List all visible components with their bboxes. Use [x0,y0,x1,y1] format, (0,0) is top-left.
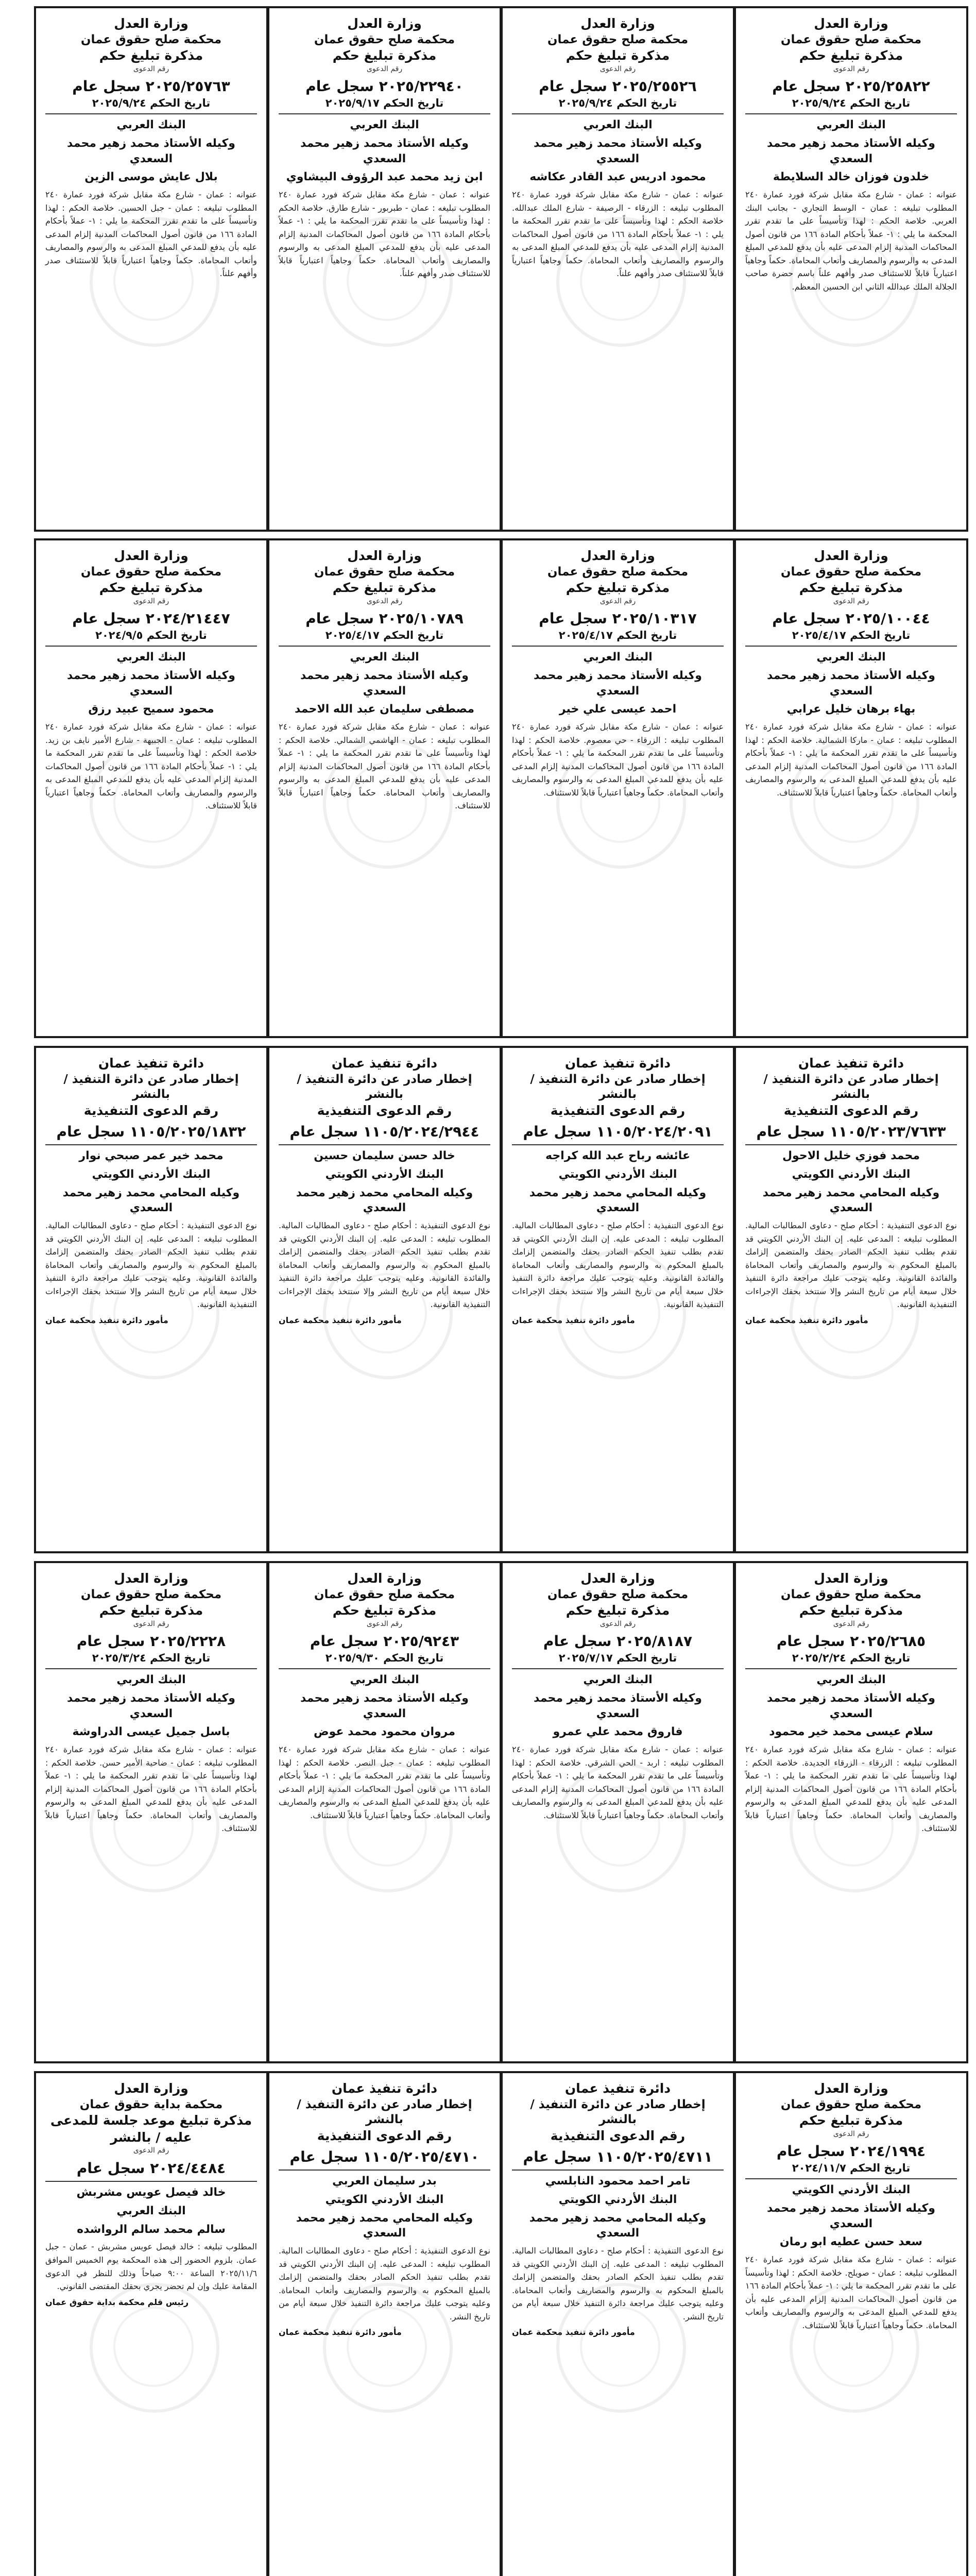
party-name: البنك الأردني الكويتي [92,1167,211,1181]
party-name: البنك العربي [116,1673,186,1687]
case-label: رقم الدعوى [366,64,403,73]
ministry-header: دائرة تنفيذ عمان [564,2081,671,2096]
legal-notice [34,2071,268,2576]
case-number: ٢٠٢٥/٢٢٩٤٠ سجل عام [305,78,464,95]
party-name: سلام عيسى محمد خير محمود [769,1725,933,1739]
court-name: محكمة صلح حقوق عمان [780,1587,922,1601]
case-label: رقم الدعوى [133,64,169,73]
document-type: رقم الدعوى التنفيذية [83,1103,219,1118]
judgment-date: تاريخ الحكم ٢٠٢٥/٧/١٧ [558,1651,677,1664]
document-type: رقم الدعوى التنفيذية [550,2128,686,2144]
judgment-date: تاريخ الحكم ٢٠٢٥/٢/٢٤ [792,1651,911,1664]
judgment-date: تاريخ الحكم ٢٠٢٥/٤/١٧ [325,629,444,641]
case-number: ١١٠٥/٢٠٢٥/١٨٣٢ سجل عام [56,1123,246,1140]
party-name: البنك العربي [116,651,186,664]
case-number: ٢٠٢٥/٩٢٤٣ سجل عام [310,1633,459,1650]
ministry-header: وزارة العدل [114,16,189,31]
party-name: وكيله الأستاذ محمد زهير محمد السعدي [534,137,702,165]
court-name: محكمة صلح حقوق عمان [314,565,455,579]
court-name: محكمة صلح حقوق عمان [80,1587,222,1601]
party-name: وكيله الأستاذ محمد زهير محمد السعدي [300,137,469,165]
court-name: محكمة صلح حقوق عمان [80,565,222,579]
party-name: ابن زيد محمد عبد الرؤوف البيشاوي [286,171,483,184]
case-label: رقم الدعوى [600,597,636,605]
party-name: وكيله الأستاذ محمد زهير محمد السعدي [300,669,469,698]
legal-notice [34,1046,268,1553]
notice-body: نوع الدعوى التنفيذية : أحكام صلح - دعاوى المطالبات المالية. المطلوب تبليغه : المدعى عليه. إن البنك الأردني الكويتي قد تقدم بطلب تنفيذ الحكم الصادر بحقك والمتضمن إلزامك بالمبلغ المحكوم به والرسوم والمصاريف وأتعاب المحاماة. وعليه يتوجب عليك مراجعة دائرة التنفيذ خلال سبعة أيام من تاريخ النشر. [512,2245,724,2321]
judgment-date: تاريخ الحكم ٢٠٢٥/٣/٢٤ [92,1651,211,1664]
case-number: ١١٠٥/٢٠٢٣/٧٦٣٣ سجل عام [756,1123,946,1140]
legal-notice [734,1561,968,2063]
case-number: ١١٠٥/٢٠٢٤/٢٩٤٤ سجل عام [289,1123,480,1140]
notice-body: نوع الدعوى التنفيذية : أحكام صلح - دعاوى المطالبات المالية. المطلوب تبليغه : المدعى عليه. إن البنك الأردني الكويتي قد تقدم بطلب تنفيذ الحكم الصادر بحقك والمتضمن إلزامك بالمبلغ المحكوم به والرسوم والمصاريف وأتعاب المحاماة والفائدة القانونية. وعليه يتوجب عليك مراجعة دائرة التنفيذ خلال سبعة أيام من تاريخ النشر وإلا ستتخذ بحقك الإجراءات التنفيذية القانونية. [512,1220,724,1310]
legal-notice [34,538,268,1038]
legal-notice [267,2071,502,2576]
divider [745,646,957,647]
divider [45,1144,257,1145]
divider [279,1144,490,1145]
divider [45,2181,257,2182]
party-name: وكيله الأستاذ محمد زهير محمد السعدي [767,1691,935,1720]
divider [512,113,724,114]
ministry-header: دائرة تنفيذ عمان [98,1056,204,1071]
court-name: محكمة صلح حقوق عمان [80,32,222,46]
document-type: مذكرة تبليغ حكم [799,2113,903,2128]
court-name: إخطار صادر عن دائرة التنفيذ / بالنشر [530,1072,706,1101]
divider [279,1668,490,1669]
document-type: مذكرة تبليغ حكم [566,1603,670,1618]
court-name: محكمة بداية حقوق عمان [79,2097,223,2111]
judgment-date: تاريخ الحكم ٢٠٢٤/٩/٥ [95,629,207,641]
signer: مأمور دائرة تنفيذ محكمة عمان [512,1315,635,1326]
legal-notice [267,1561,502,2063]
legal-notice [267,6,502,532]
ministry-header: وزارة العدل [347,16,422,31]
party-name: البنك الأردني الكويتي [558,1167,677,1181]
party-name: بدر سليمان العربي [332,2175,437,2188]
party-name: البنك العربي [583,651,653,664]
party-name: البنك الأردني الكويتي [792,2183,911,2197]
divider [512,2170,724,2171]
ministry-header: وزارة العدل [814,2081,888,2096]
case-number: ٢٠٢٥/٢٥٧٦٣ سجل عام [72,78,230,95]
party-name: وكيله المحامي محمد زهير محمد السعدي [62,1186,240,1215]
party-name: وكيله الأستاذ محمد زهير محمد السعدي [534,1691,702,1720]
notice-body: عنوانه : عمان - شارع مكة مقابل شركة فورد عمارة ٢٤٠ المطلوب تبليغه : اربد - الحي الشرقي. خلاصة الحكم : لهذا وتأسيساً على ما تقدم تقرر المحكمة ما يلي : ١- عملاً بأحكام المادة ١٦٦ من قانون أصول المحاكمات المدنية إلزام المدعى عليه بأن يدفع للمدعي المبلغ المدعى به والرسوم والمصاريف وأتعاب المحاماة. حكماً وجاهياً اعتبارياً قابلاً للاستئناف. [512,1744,724,1820]
party-name: وكيله الأستاذ محمد زهير محمد السعدي [767,669,935,698]
document-type: مذكرة تبليغ حكم [799,1603,903,1618]
notice-body: عنوانه : عمان - شارع مكة مقابل شركة فورد عمارة ٢٤٠ المطلوب تبليغه : عمان - الجبيهة - شارع الأمير نايف بن زيد. خلاصة الحكم : لهذا وتأسيساً على ما تقدم تقرر المحكمة ما يلي : ١- عملاً بأحكام المادة ١٦٦ من قانون أصول المحاكمات المدنية إلزام المدعى عليه بأن يدفع للمدعي المبلغ المدعى به والرسوم والمصاريف وأتعاب المحاماة. حكماً وجاهياً اعتبارياً قابلاً للاستئناف. [45,721,258,811]
case-label: رقم الدعوى [366,1619,403,1628]
signer: مأمور دائرة تنفيذ محكمة عمان [745,1315,868,1326]
party-name: محمد فوزي خليل الاحول [782,1149,920,1163]
judgment-date: تاريخ الحكم ٢٠٢٥/٩/١٧ [325,96,444,109]
case-label: رقم الدعوى [133,597,169,605]
case-number: ٢٠٢٤/١٩٩٤ سجل عام [776,2143,926,2160]
party-name: مصطفى سليمان عبد الله الاحمد [295,703,474,716]
document-type: رقم الدعوى التنفيذية [317,2128,452,2144]
signer: مأمور دائرة تنفيذ محكمة عمان [45,1315,168,1326]
case-number: ٢٠٢٥/١٠٣١٧ سجل عام [539,610,697,628]
party-name: وكيله الأستاذ محمد زهير محمد السعدي [300,1691,469,1720]
ministry-header: وزارة العدل [114,1571,189,1586]
party-name: البنك العربي [583,118,653,132]
court-name: إخطار صادر عن دائرة التنفيذ / بالنشر [63,1072,239,1101]
document-type: مذكرة تبليغ حكم [799,580,903,596]
notice-body: عنوانه : عمان - شارع مكة مقابل شركة فورد عمارة ٢٤٠ المطلوب تبليغه : الزرقاء - الرصيفة - شارع الملك عبدالله. خلاصة الحكم : لهذا وتأسيساً على ما تقدم تقرر المحكمة ما يلي : ١- عملاً بأحكام المادة ١٦٦ من قانون أصول المحاكمات المدنية إلزام المدعى عليه بأن يدفع للمدعي المبلغ المدعى به والرسوم والمصاريف وأتعاب المحاماة. حكماً وجاهياً اعتبارياً قابلاً للاستئناف صدر وأفهم علناً. [512,189,724,279]
divider [512,1144,724,1145]
case-number: ٢٠٢٥/٢٦٨٥ سجل عام [776,1633,926,1650]
party-name: البنك الأردني الكويتي [558,2193,677,2206]
party-name: محمود ادريس عبد القادر عكاشه [529,171,706,184]
divider [279,646,490,647]
case-label: رقم الدعوى [600,1619,636,1628]
document-type: مذكرة تبليغ حكم [799,48,903,63]
case-label: رقم الدعوى [833,2129,869,2138]
document-type: رقم الدعوى التنفيذية [317,1103,452,1118]
case-number: ٢٠٢٤/٤٤٨٤ سجل عام [76,2159,226,2177]
party-name: وكيله المحامي محمد زهير محمد السعدي [529,2211,707,2240]
court-name: إخطار صادر عن دائرة التنفيذ / بالنشر [763,1072,939,1101]
document-type: مذكرة تبليغ حكم [566,48,670,63]
notice-body: عنوانه : عمان - شارع مكة مقابل شركة فورد عمارة ٢٤٠ المطلوب تبليغه : الزرقاء - حي معصوم. خلاصة الحكم : لهذا وتأسيساً على ما تقدم تقرر المحكمة ما يلي : ١- عملاً بأحكام المادة ١٦٦ من قانون أصول المحاكمات المدنية إلزام المدعى عليه بأن يدفع للمدعي المبلغ المدعى به والرسوم والمصاريف وأتعاب المحاماة. حكماً وجاهياً اعتبارياً قابلاً للاستئناف. [512,721,724,798]
party-name: خالد فيصل عويس مشربش [76,2186,226,2199]
case-number: ١١٠٥/٢٠٢٥/٤٧١٠ سجل عام [289,2148,480,2165]
legal-notice [267,1046,502,1553]
party-name: وكيله المحامي محمد زهير محمد السعدي [296,2211,473,2240]
notice-body: عنوانه : عمان - شارع مكة مقابل شركة فورد عمارة ٢٤٠ المطلوب تبليغه : عمان - ماركا الشمالية. خلاصة الحكم : لهذا وتأسيساً على ما تقدم تقرر المحكمة ما يلي : ١- عملاً بأحكام المادة ١٦٦ من قانون أصول المحاكمات المدنية إلزام المدعى عليه بأن يدفع للمدعي المبلغ المدعى به والرسوم والمصاريف وأتعاب المحاماة. حكماً وجاهياً اعتبارياً قابلاً للاستئناف. [745,721,957,798]
document-type: مذكرة تبليغ حكم [99,48,203,63]
court-name: إخطار صادر عن دائرة التنفيذ / بالنشر [530,2097,706,2127]
ministry-header: وزارة العدل [580,548,655,563]
judgment-date: تاريخ الحكم ٢٠٢٥/٩/٢٤ [558,96,677,109]
legal-notice [501,538,735,1038]
court-name: إخطار صادر عن دائرة التنفيذ / بالنشر [297,2097,472,2127]
notice-body: عنوانه : عمان - شارع مكة مقابل شركة فورد عمارة ٢٤٠ المطلوب تبليغه : عمان - جبل الحسين. خلاصة الحكم : لهذا وتأسيساً على ما تقدم تقرر المحكمة ما يلي : ١- عملاً بأحكام المادة ١٦٦ من قانون أصول المحاكمات المدنية إلزام المدعى عليه بأن يدفع للمدعي المبلغ المدعى به والرسوم والمصاريف وأتعاب المحاماة. حكماً وجاهياً اعتبارياً قابلاً للاستئناف صدر وأفهم علناً. [45,189,258,279]
legal-notice [267,538,502,1038]
party-name: وكيله الأستاذ محمد زهير محمد السعدي [67,137,235,165]
party-name: وكيله الأستاذ محمد زهير محمد السعدي [67,669,235,698]
divider [512,646,724,647]
court-name: محكمة صلح حقوق عمان [547,1587,689,1601]
party-name: سالم محمد سالم الرواشده [77,2223,226,2236]
judgment-date: تاريخ الحكم ٢٠٢٥/٩/٢٤ [792,96,911,109]
divider [745,2178,957,2179]
case-label: رقم الدعوى [833,1619,869,1628]
document-type: مذكرة تبليغ موعد جلسة للمدعى عليه / بالنشر [50,2113,252,2145]
divider [45,1668,257,1669]
legal-notice [501,6,735,532]
party-name: وكيله المحامي محمد زهير محمد السعدي [529,1186,707,1215]
court-name: محكمة صلح حقوق عمان [780,32,922,46]
divider [45,113,257,114]
legal-notice [501,1046,735,1553]
case-label: رقم الدعوى [833,597,869,605]
ministry-header: وزارة العدل [347,548,422,563]
party-name: وكيله الأستاذ محمد زهير محمد السعدي [767,2201,935,2230]
case-number: ٢٠٢٥/٢٥٥٢٦ سجل عام [539,78,697,95]
judgment-date: تاريخ الحكم ٢٠٢٥/٤/١٧ [792,629,911,641]
party-name: البنك العربي [350,651,419,664]
party-name: البنك العربي [583,1673,653,1687]
document-type: رقم الدعوى التنفيذية [783,1103,919,1118]
party-name: فاروق محمد علي عمرو [553,1725,683,1739]
party-name: البنك العربي [816,651,886,664]
legal-notice [34,1561,268,2063]
party-name: محمود سميح عبيد رزق [88,703,214,716]
ministry-header: وزارة العدل [347,1571,422,1586]
ministry-header: وزارة العدل [814,16,888,31]
legal-notice [34,6,268,532]
ministry-header: وزارة العدل [114,2081,189,2096]
legal-notice [734,538,968,1038]
party-name: بلال عايش موسى الزين [84,171,218,184]
divider [279,2170,490,2171]
judgment-date: تاريخ الحكم ٢٠٢٥/٩/٣٠ [325,1651,444,1664]
divider [745,113,957,114]
case-label: رقم الدعوى [366,597,403,605]
party-name: البنك العربي [816,1673,886,1687]
notice-body: نوع الدعوى التنفيذية : أحكام صلح - دعاوى المطالبات المالية. المطلوب تبليغه : المدعى عليه. إن البنك الأردني الكويتي قد تقدم بطلب تنفيذ الحكم الصادر بحقك والمتضمن إلزامك بالمبلغ المحكوم به والرسوم والمصاريف وأتعاب المحاماة. وعليه يتوجب عليك مراجعة دائرة التنفيذ خلال سبعة أيام من تاريخ النشر. [279,2245,490,2321]
party-name: تامر احمد محمود النابلسي [545,2175,691,2188]
party-name: وكيله المحامي محمد زهير محمد السعدي [296,1186,473,1215]
case-number: ٢٠٢٥/٢٢٢٨ سجل عام [76,1633,226,1650]
judgment-date: تاريخ الحكم ٢٠٢٤/١١/٧ [792,2161,911,2174]
case-number: ٢٠٢٥/٨١٨٧ سجل عام [543,1633,693,1650]
divider [745,1144,957,1145]
ministry-header: دائرة تنفيذ عمان [331,1056,438,1071]
case-number: ٢٠٢٥/٢٥٨٢٢ سجل عام [772,78,930,95]
party-name: البنك العربي [350,1673,419,1687]
party-name: بهاء برهان خليل عرابي [786,703,916,716]
party-name: سعد حسن عطيه ابو رمان [779,2235,923,2249]
case-label: رقم الدعوى [600,64,636,73]
signer: مأمور دائرة تنفيذ محكمة عمان [279,1315,402,1326]
ministry-header: دائرة تنفيذ عمان [564,1056,671,1071]
notice-body: نوع الدعوى التنفيذية : أحكام صلح - دعاوى المطالبات المالية. المطلوب تبليغه : المدعى عليه. إن البنك الأردني الكويتي قد تقدم بطلب تنفيذ الحكم الصادر بحقك والمتضمن إلزامك بالمبلغ المحكوم به والرسوم والمصاريف وأتعاب المحاماة والفائدة القانونية. وعليه يتوجب عليك مراجعة دائرة التنفيذ خلال سبعة أيام من تاريخ النشر وإلا ستتخذ بحقك الإجراءات التنفيذية القانونية. [745,1220,957,1310]
legal-notice [501,1561,735,2063]
party-name: وكيله الأستاذ محمد زهير محمد السعدي [67,1691,235,1720]
party-name: خالد حسن سليمان حسين [314,1149,455,1163]
signer: مأمور دائرة تنفيذ محكمة عمان [512,2327,635,2337]
notice-body: عنوانه : عمان - شارع مكة مقابل شركة فورد عمارة ٢٤٠ المطلوب تبليغه : عمان - الوسط التجاري - بجانب البنك العربي. خلاصة الحكم : لهذا وتأسيساً على ما تقدم تقرر المحكمة ما يلي : ١- عملاً بأحكام المادة ١٦٦ من قانون أصول المحاكمات المدنية إلزام المدعى عليه بأن يدفع للمدعي المبلغ المدعى به والرسوم والمصاريف وأتعاب المحاماة. حكماً وجاهياً اعتبارياً قابلاً للاستئناف صدر وأفهم علناً باسم حضرة صاحب الجلالة الملك عبدالله الثاني ابن الحسين المعظم. [745,189,957,292]
ministry-header: دائرة تنفيذ عمان [798,1056,904,1071]
court-name: محكمة صلح حقوق عمان [314,32,455,46]
divider [279,113,490,114]
party-name: وكيله الأستاذ محمد زهير محمد السعدي [534,669,702,698]
judgment-date: تاريخ الحكم ٢٠٢٥/٩/٢٤ [92,96,211,109]
document-type: مذكرة تبليغ حكم [332,48,437,63]
notice-body: نوع الدعوى التنفيذية : أحكام صلح - دعاوى المطالبات المالية. المطلوب تبليغه : المدعى عليه. إن البنك الأردني الكويتي قد تقدم بطلب تنفيذ الحكم الصادر بحقك والمتضمن إلزامك بالمبلغ المحكوم به والرسوم والمصاريف وأتعاب المحاماة والفائدة القانونية. وعليه يتوجب عليك مراجعة دائرة التنفيذ خلال سبعة أيام من تاريخ النشر وإلا ستتخذ بحقك الإجراءات التنفيذية القانونية. [45,1220,257,1310]
ministry-header: وزارة العدل [814,548,888,563]
notice-body: عنوانه : عمان - شارع مكة مقابل شركة فورد عمارة ٢٤٠ المطلوب تبليغه : عمان - جبل النصر. خلاصة الحكم : لهذا وتأسيساً على ما تقدم تقرر المحكمة ما يلي : ١- عملاً بأحكام المادة ١٦٦ من قانون أصول المحاكمات المدنية إلزام المدعى عليه بأن يدفع للمدعي المبلغ المدعى به والرسوم والمصاريف وأتعاب المحاماة. حكماً وجاهياً اعتبارياً قابلاً للاستئناف. [279,1744,491,1820]
judgment-date: تاريخ الحكم ٢٠٢٥/٤/١٧ [558,629,677,641]
party-name: خلدون فوزان خالد السلايطة [773,171,930,184]
document-type: رقم الدعوى التنفيذية [550,1103,686,1118]
party-name: احمد عيسى علي خير [559,703,677,716]
legal-notice [501,2071,735,2576]
court-name: إخطار صادر عن دائرة التنفيذ / بالنشر [297,1072,472,1101]
notice-body: عنوانه : عمان - شارع مكة مقابل شركة فورد عمارة ٢٤٠ المطلوب تبليغه : عمان - الهاشمي الشمالي. خلاصة الحكم : لهذا وتأسيساً على ما تقدم تقرر المحكمة ما يلي : ١- عملاً بأحكام المادة ١٦٦ من قانون أصول المحاكمات المدنية إلزام المدعى عليه بأن يدفع للمدعي المبلغ المدعى به والرسوم والمصاريف وأتعاب المحاماة. حكماً وجاهياً اعتبارياً قابلاً للاستئناف. [279,721,491,811]
notice-body: عنوانه : عمان - شارع مكة مقابل شركة فورد عمارة ٢٤٠ المطلوب تبليغه : عمان - ضاحية الأمير حسن. خلاصة الحكم : لهذا وتأسيساً على ما تقدم تقرر المحكمة ما يلي : ١- عملاً بأحكام المادة ١٦٦ من قانون أصول المحاكمات المدنية إلزام المدعى عليه بأن يدفع للمدعي المبلغ المدعى به والرسوم والمصاريف وأتعاب المحاماة. حكماً وجاهياً اعتبارياً قابلاً للاستئناف. [45,1744,258,1834]
notice-body: عنوانه : عمان - شارع مكة مقابل شركة فورد عمارة ٢٤٠ المطلوب تبليغه : عمان - طبربور - شارع طارق. خلاصة الحكم : لهذا وتأسيساً على ما تقدم تقرر المحكمة ما يلي : ١- عملاً بأحكام المادة ١٦٦ من قانون أصول المحاكمات المدنية إلزام المدعى عليه بأن يدفع للمدعي المبلغ المدعى به والرسوم والمصاريف وأتعاب المحاماة. حكماً وجاهياً اعتبارياً قابلاً للاستئناف صدر وأفهم علناً. [279,189,491,279]
ministry-header: وزارة العدل [814,1571,888,1586]
party-name: البنك العربي [116,2205,186,2218]
document-type: مذكرة تبليغ حكم [332,580,437,596]
legal-notice [734,6,968,532]
court-name: محكمة صلح حقوق عمان [780,565,922,579]
divider [45,646,257,647]
party-name: البنك العربي [116,118,186,132]
ministry-header: وزارة العدل [580,16,655,31]
document-type: مذكرة تبليغ حكم [566,580,670,596]
case-label: رقم الدعوى [133,2146,169,2155]
signer: مأمور دائرة تنفيذ محكمة عمان [279,2327,402,2337]
party-name: محمد خير عمر صبحي نوار [79,1149,224,1163]
court-name: محكمة صلح حقوق عمان [780,2097,922,2111]
signer: رئيس قلم محكمة بداية حقوق عمان [45,2297,189,2307]
case-number: ٢٠٢٥/١٠٠٤٤ سجل عام [772,610,930,628]
party-name: البنك العربي [350,118,419,132]
case-number: ١١٠٥/٢٠٢٤/٢٠٩١ سجل عام [523,1123,713,1140]
case-number: ١١٠٥/٢٠٢٥/٤٧١١ سجل عام [523,2148,713,2165]
divider [745,1668,957,1669]
notice-body: عنوانه : عمان - شارع مكة مقابل شركة فورد عمارة ٢٤٠ المطلوب تبليغه : الزرقاء - الزرقاء الجديدة. خلاصة الحكم : لهذا وتأسيساً على ما تقدم تقرر المحكمة ما يلي : ١- عملاً بأحكام المادة ١٦٦ من قانون أصول المحاكمات المدنية إلزام المدعى عليه بأن يدفع للمدعي المبلغ المدعى به والرسوم والمصاريف وأتعاب المحاماة. حكماً وجاهياً اعتبارياً قابلاً للاستئناف. [745,1744,957,1834]
ministry-header: وزارة العدل [114,548,189,563]
legal-notice [734,1046,968,1553]
case-number: ٢٠٢٤/٢١٤٤٧ سجل عام [72,610,230,628]
party-name: وكيله المحامي محمد زهير محمد السعدي [762,1186,940,1215]
case-label: رقم الدعوى [133,1619,169,1628]
notice-body: عنوانه : عمان - شارع مكة مقابل شركة فورد عمارة ٢٤٠ المطلوب تبليغه : عمان - صويلح. خلاصة الحكم : لهذا وتأسيساً على ما تقدم تقرر المحكمة ما يلي : ١- عملاً بأحكام المادة ١٦٦ من قانون أصول المحاكمات المدنية إلزام المدعى عليه بأن يدفع للمدعي المبلغ المدعى به والرسوم والمصاريف وأتعاب المحاماة. حكماً وجاهياً اعتبارياً قابلاً للاستئناف. [745,2254,957,2330]
case-number: ٢٠٢٥/١٠٧٨٩ سجل عام [305,610,464,628]
party-name: باسل جميل عيسى الدراوشة [72,1725,230,1739]
document-type: مذكرة تبليغ حكم [99,1603,203,1618]
court-name: محكمة صلح حقوق عمان [547,32,689,46]
ministry-header: دائرة تنفيذ عمان [331,2081,438,2096]
party-name: البنك العربي [816,118,886,132]
document-type: مذكرة تبليغ حكم [99,580,203,596]
document-type: مذكرة تبليغ حكم [332,1603,437,1618]
party-name: وكيله الأستاذ محمد زهير محمد السعدي [767,137,935,165]
divider [512,1668,724,1669]
case-label: رقم الدعوى [833,64,869,73]
notice-body: نوع الدعوى التنفيذية : أحكام صلح - دعاوى المطالبات المالية. المطلوب تبليغه : المدعى عليه. إن البنك الأردني الكويتي قد تقدم بطلب تنفيذ الحكم الصادر بحقك والمتضمن إلزامك بالمبلغ المحكوم به والرسوم والمصاريف وأتعاب المحاماة والفائدة القانونية. وعليه يتوجب عليك مراجعة دائرة التنفيذ خلال سبعة أيام من تاريخ النشر وإلا ستتخذ بحقك الإجراءات التنفيذية القانونية. [279,1220,490,1310]
ministry-header: وزارة العدل [580,1571,655,1586]
party-name: عائشه رباح عبد الله كراجه [545,1149,690,1163]
party-name: البنك الأردني الكويتي [325,2193,444,2206]
party-name: مروان محمود محمد عوض [314,1725,455,1739]
notice-body: المطلوب تبليغه : خالد فيصل عويس مشربش - عمان - جبل عمان. بلزوم الحضور إلى هذه المحكمة يوم الخميس الموافق ٢٠٢٥/١١/٦ الساعة ٩:٠٠ صباحاً وذلك للنظر في الدعوى المقامة عليك وإن لم تحضر يجري بحقك المقتضى القانوني. [45,2242,257,2292]
legal-notice [734,2071,968,2576]
court-name: محكمة صلح حقوق عمان [314,1587,455,1601]
party-name: البنك الأردني الكويتي [792,1167,911,1181]
party-name: البنك الأردني الكويتي [325,1167,444,1181]
court-name: محكمة صلح حقوق عمان [547,565,689,579]
